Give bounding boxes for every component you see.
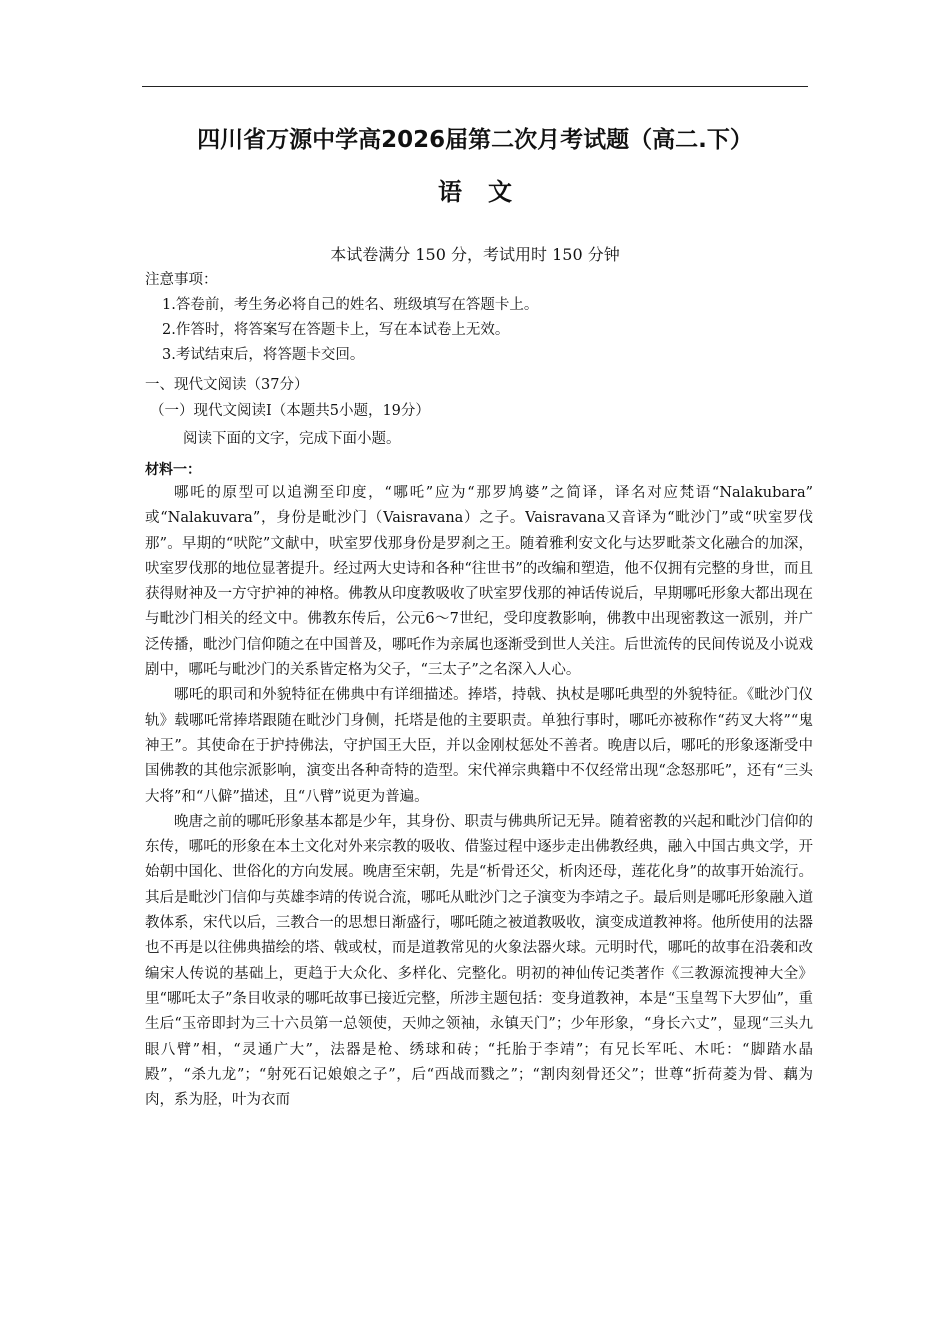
- subject-title: 语文: [438, 178, 538, 206]
- section-instruction: 阅读下面的文字，完成下面小题。: [183, 431, 401, 447]
- notes-heading: 注意事项：: [145, 272, 218, 288]
- page-title: 四川省万源中学高2026届第二次月考试题（高二.下）: [197, 127, 753, 153]
- material-label: 材料一：: [145, 462, 201, 478]
- notes-block: [145, 268, 815, 368]
- header-rule: [142, 86, 808, 87]
- material-body: [145, 481, 813, 1113]
- paragraph: 哪吒的职司和外貌特征在佛典中有详细描述。捧塔，持戟、执杖是哪吒典型的外貌特征。《毗沙门仪轨》载哪吒常捧塔跟随在毗沙门身侧，托塔是他的主要职责。单独行事时，哪吒亦被称作“药叉大将”“鬼神王”。其使命在于护持佛法，守护国王大臣，并以金刚杖惩处不善者。晚唐以后，哪吒的形象逐渐受中国佛教的其他宗派影响，演变出各种奇特的造型。宋代禅宗典籍中不仅经常出现“念怒那吒”，还有“三头大将”和“八僻”描述，且“八臂”说更为普遍。: [145, 687, 813, 805]
- notes-item: 1.答卷前，考生务必将自己的姓名、班级填写在答题卡上。: [162, 297, 539, 313]
- paragraph: 晚唐之前的哪吒形象基本都是少年，其身份、职责与佛典所记无异。随着密教的兴起和毗沙门信仰的东传，哪吒的形象在本土文化对外来宗教的吸收、借鉴过程中逐步走出佛教经典，融入中国古典文学，开始朝中国化、世俗化的方向发展。晚唐至宋朝，先是“析骨还父，析肉还母，莲花化身”的故事开始流行。其后是毗沙门信仰与英雄李靖的传说合流，哪吒从毗沙门之子演变为李靖之子。最后则是哪吒形象融入道教体系，宋代以后，三教合一的思想日渐盛行，哪吒随之被道教吸收，演变成道教神将。他所使用的法器也不再是以往佛典描绘的塔、戟或杖，而是道教常见的火象法器火球。元明时代，哪吒的故事在沿袭和改编宋人传说的基础上，更趋于大众化、多样化、完整化。明初的神仙传记类著作《三教源流搜神大全》里“哪吒太子”条目收录的哪吒故事已接近完整，所涉主题包括：变身道教神，本是“玉皇驾下大罗仙”，重生后“玉帝即封为三十六员第一总领使，天帅之领袖，永镇天门”；少年形象，“身长六丈”，显现“三头九眼八臂”相，“灵通广大”，法器是枪、绣球和砖；“托胎于李靖”；有兄长军吒、木吒：“脚踏水晶殿”，“杀九龙”；“射死石记娘娘之子”，后“西战而戮之”；“割肉刻骨还父”；世尊“折荷菱为骨、藕为肉，系为胫，叶为衣而: [145, 813, 813, 1109]
- section-subheading: （一）现代文阅读Ⅰ（本题共5小题，19分）: [150, 403, 430, 419]
- notes-item: 3.考试结束后，将答题卡交回。: [162, 347, 365, 363]
- paragraph: 哪吒的原型可以追溯至印度，“哪吒”应为“那罗鸠婆”之简译，译名对应梵语“Nalakubara” 或“Nalakuvara”，身份是毗沙门（Vaisravana）之子。Vaisravana又音译为“毗沙门”或“吠室罗伐那”。早期的“吠陀”文献中，吠室罗伐那身份是罗刹之王。随着雅利安文化与达罗毗荼文化融合的加深，吠室罗伐那的地位显著提升。经过两大史诗和各种“往世书”的改编和塑造，他不仅拥有完整的身世，而且获得财神及一方守护神的神格。佛教从印度教吸收了吠室罗伐那的神话传说后，早期哪吒形象大都出现在与毗沙门相关的经文中。佛教东传后，公元6～7世纪，受印度教影响，佛教中出现密教这一派别，并广泛传播，毗沙门信仰随之在中国普及，哪吒作为亲属也逐渐受到世人关注。后世流传的民间传说及小说戏剧中，哪吒与毗沙门的关系皆定格为父子，“三太子”之名深入人心。: [145, 485, 813, 679]
- exam-info: 本试卷满分 150 分，考试用时 150 分钟: [330, 245, 620, 264]
- notes-item: 2.作答时，将答案写在答题卡上，写在本试卷上无效。: [162, 322, 510, 338]
- section-heading: 一、现代文阅读（37分）: [145, 377, 309, 393]
